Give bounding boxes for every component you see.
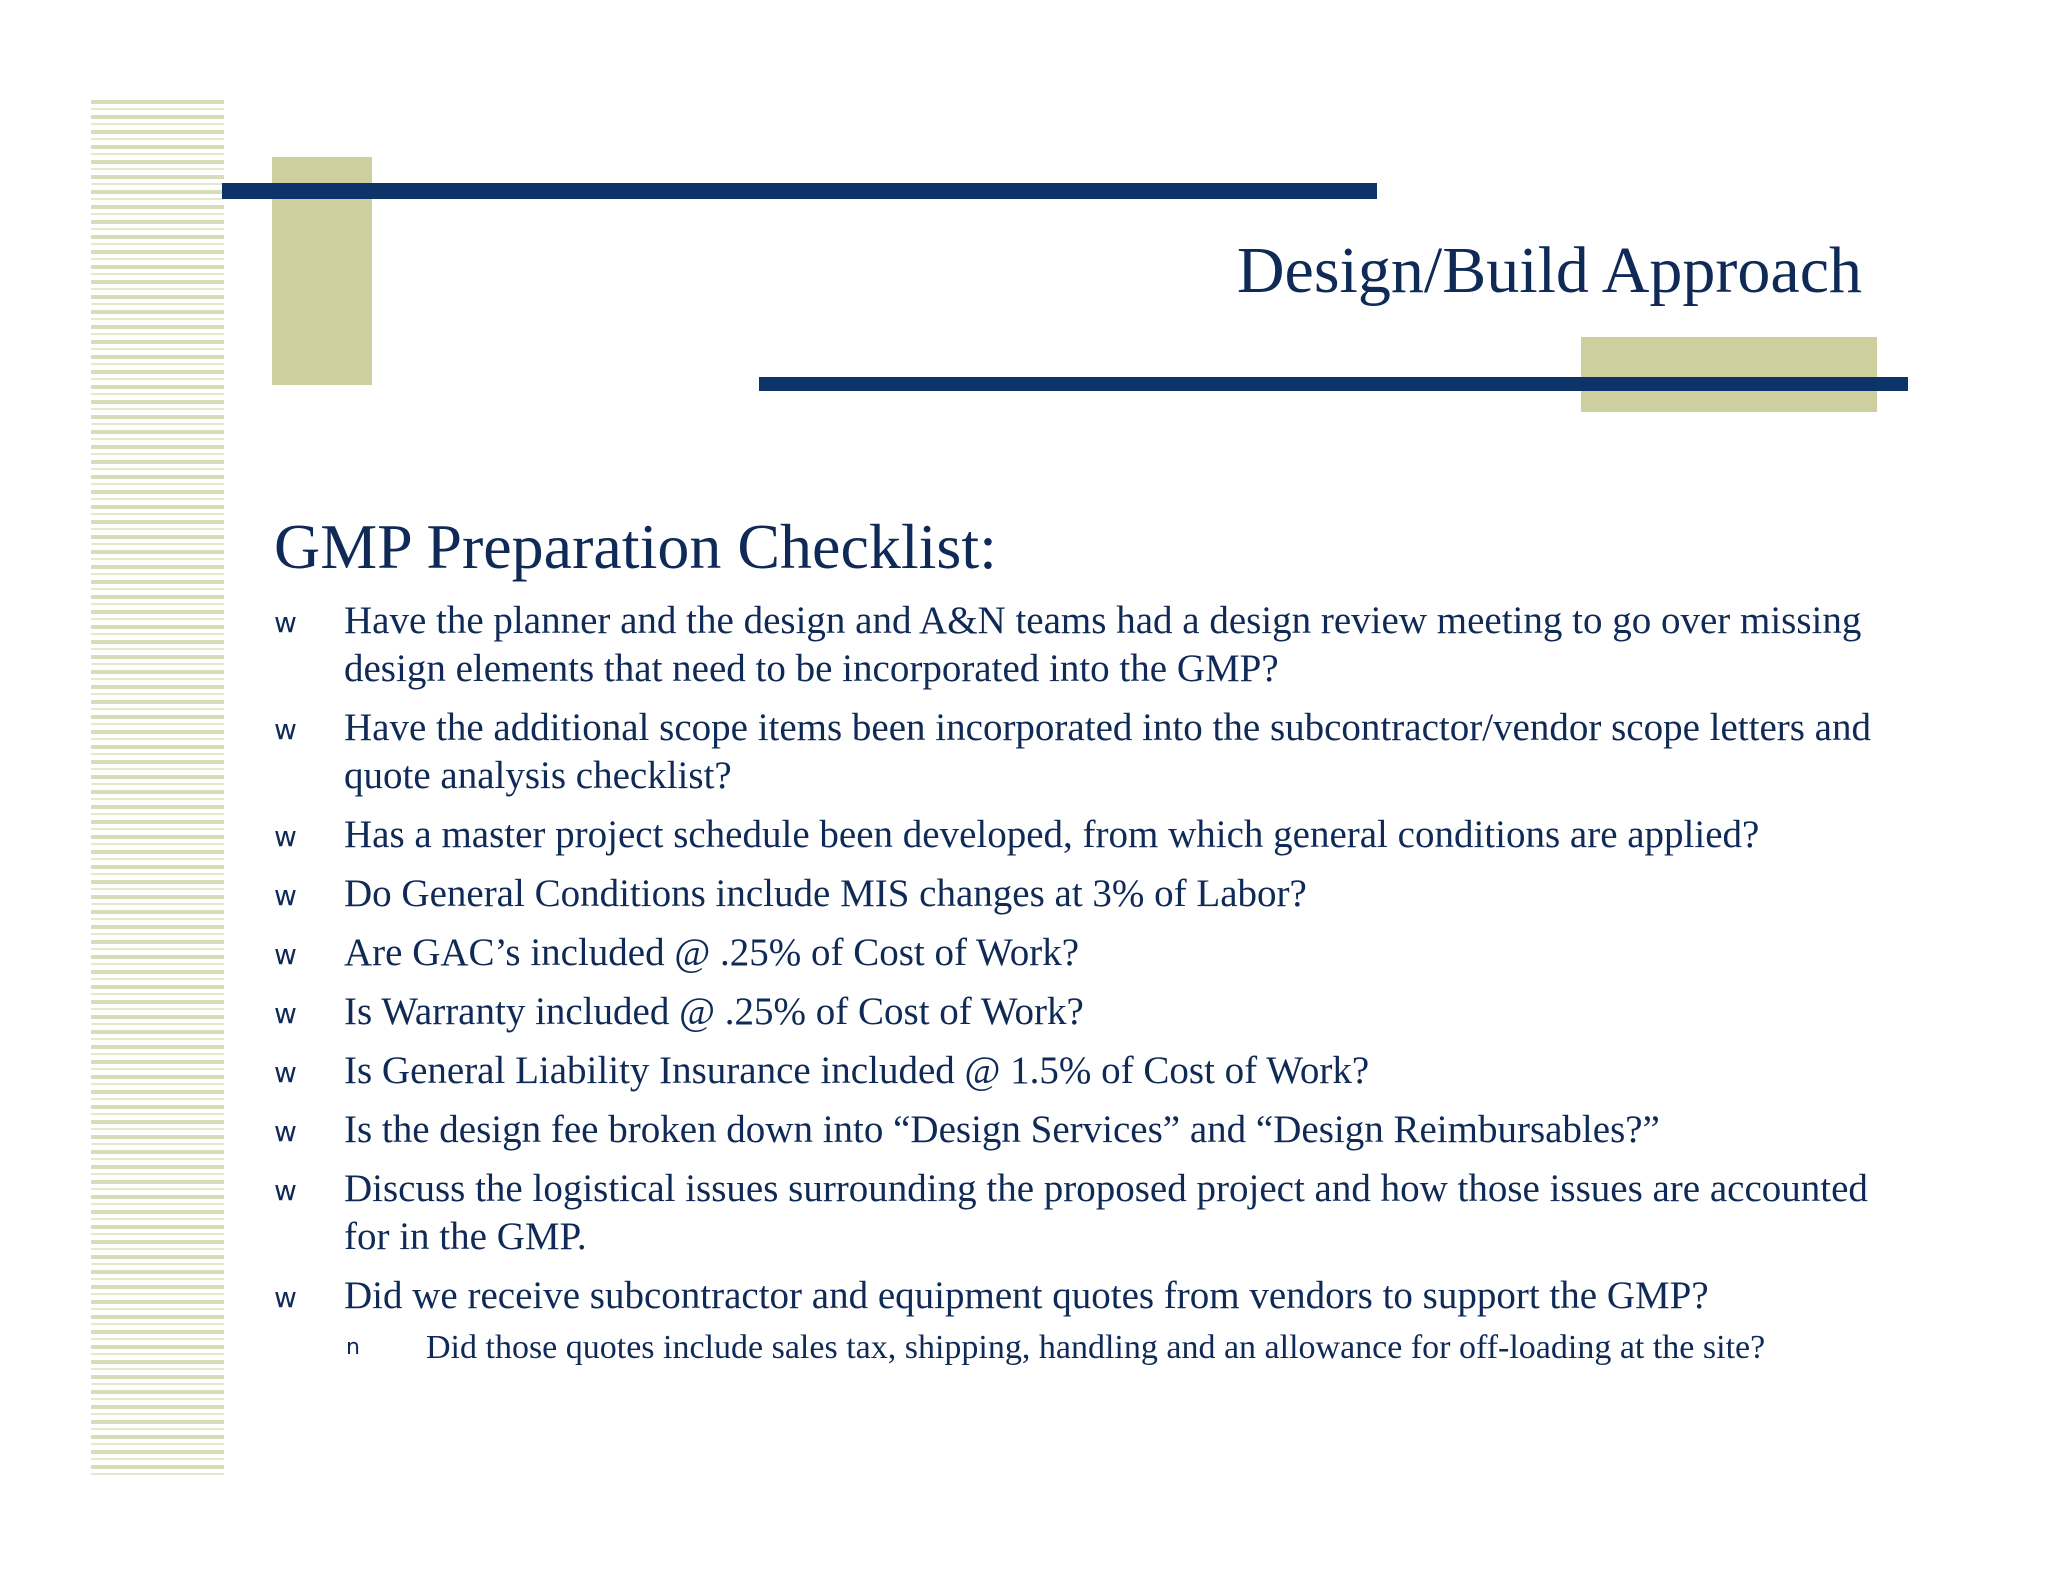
- bullet-icon: w: [274, 879, 297, 912]
- bullet-icon: w: [274, 1115, 297, 1148]
- bullet-icon: w: [274, 820, 297, 853]
- bullet-icon: w: [274, 938, 297, 971]
- bullet-icon: w: [274, 606, 297, 639]
- checklist-item-text: Have the planner and the design and A&N teams had a design review meeting to go over missing design elements that need to be incorporated into the GMP?: [344, 599, 1862, 690]
- sub-checklist: [344, 1326, 1914, 1369]
- checklist-item: [274, 1272, 1914, 1369]
- bullet-icon: w: [274, 1174, 297, 1207]
- decorative-bar-bottom: [759, 377, 1908, 391]
- checklist-item: [274, 870, 1914, 918]
- checklist: [274, 597, 1914, 1380]
- bullet-icon: w: [274, 1281, 297, 1314]
- checklist-item: [274, 1106, 1914, 1154]
- bullet-icon: w: [274, 1056, 297, 1089]
- sub-bullet-icon: n: [346, 1335, 360, 1360]
- checklist-item: [274, 597, 1914, 693]
- bullet-icon: w: [274, 713, 297, 746]
- decorative-stripes: [91, 100, 224, 1478]
- checklist-item: [274, 1165, 1914, 1261]
- sub-checklist-item-text: Did those quotes include sales tax, shipping, handling and an allowance for off-loading at the site?: [426, 1329, 1766, 1366]
- checklist-item-text: Do General Conditions include MIS changes at 3% of Labor?: [344, 872, 1307, 915]
- checklist-item-text: Is General Liability Insurance included @ 1.5% of Cost of Work?: [344, 1049, 1370, 1092]
- checklist-item: [274, 929, 1914, 977]
- checklist-item-text: Did we receive subcontractor and equipment quotes from vendors to support the GMP?: [344, 1274, 1709, 1317]
- checklist-item: [274, 811, 1914, 859]
- bullet-icon: w: [274, 997, 297, 1030]
- decorative-bar-top: [222, 183, 1377, 199]
- checklist-item-text: Is Warranty included @ .25% of Cost of Work?: [344, 990, 1084, 1033]
- checklist-item: [274, 1047, 1914, 1095]
- checklist-item-text: Has a master project schedule been developed, from which general conditions are applied?: [344, 813, 1760, 856]
- checklist-item: [274, 988, 1914, 1036]
- checklist-item-text: Is the design fee broken down into “Design Services” and “Design Reimbursables?”: [344, 1108, 1660, 1151]
- slide-title: Design/Build Approach: [1236, 234, 1862, 307]
- checklist-heading: GMP Preparation Checklist:: [274, 511, 997, 582]
- decorative-square-right: [1581, 337, 1877, 412]
- checklist-item-text: Have the additional scope items been incorporated into the subcontractor/vendor scope letters and quote analysis checklist?: [344, 706, 1871, 797]
- sub-checklist-item: [346, 1326, 1914, 1369]
- checklist-item-text: Are GAC’s included @ .25% of Cost of Work?: [344, 931, 1080, 974]
- checklist-item: [274, 704, 1914, 800]
- checklist-item-text: Discuss the logistical issues surrounding the proposed project and how those issues are accounted for in the GMP.: [344, 1167, 1868, 1258]
